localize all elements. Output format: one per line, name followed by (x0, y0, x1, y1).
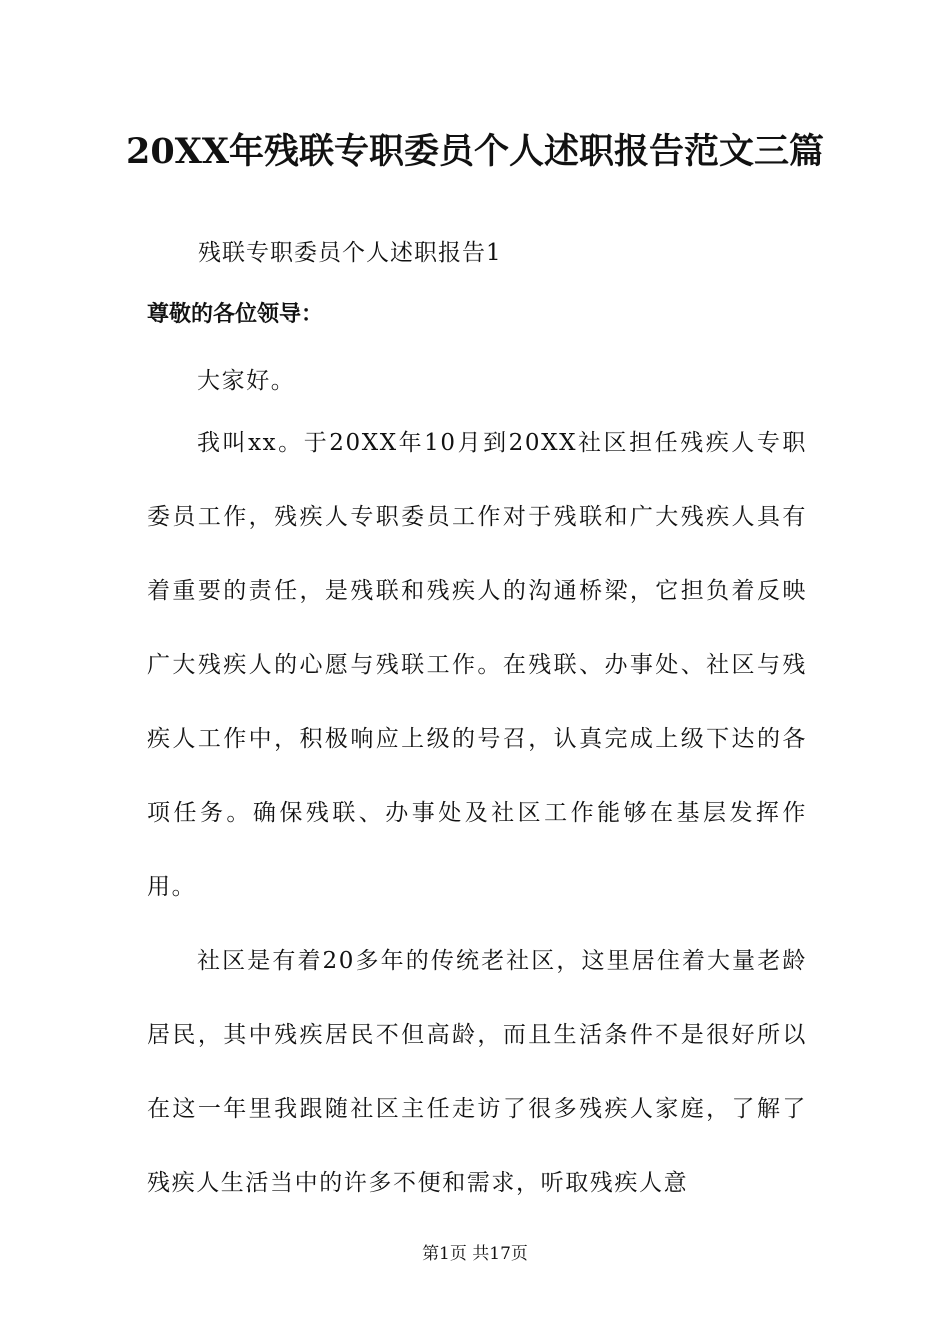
document-title: 20XX年残联专职委员个人述职报告范文三篇 (125, 131, 825, 172)
salutation: 尊敬的各位领导： (147, 302, 324, 327)
paragraph-greeting: 大家好。 (197, 368, 296, 394)
page-footer: 第1页 共17页 (422, 1244, 528, 1264)
section-subtitle: 残联专职委员个人述职报告1 (198, 240, 502, 266)
paragraph-community: 社区是有着20多年的传统老社区，这里居住着大量老龄居民，其中残疾居民不但高龄，而且生活条件不是很好所以在这一年里我跟随社区主任走访了很多残疾人家庭，了解了残疾人生活当中的许多不便和需求，听取残疾人意 (147, 948, 807, 1196)
paragraph-introduction: 我叫xx。于20XX年10月到20XX社区担任残疾人专职委员工作，残疾人专职委员工作对于残联和广大残疾人具有着重要的责任，是残联和残疾人的沟通桥梁，它担负着反映广大残疾人的心愿与残联工作。在残联、办事处、社区与残疾人工作中，积极响应上级的号召，认真完成上级下达的各项任务。确保残联、办事处及社区工作能够在基层发挥作用。 (147, 430, 807, 900)
